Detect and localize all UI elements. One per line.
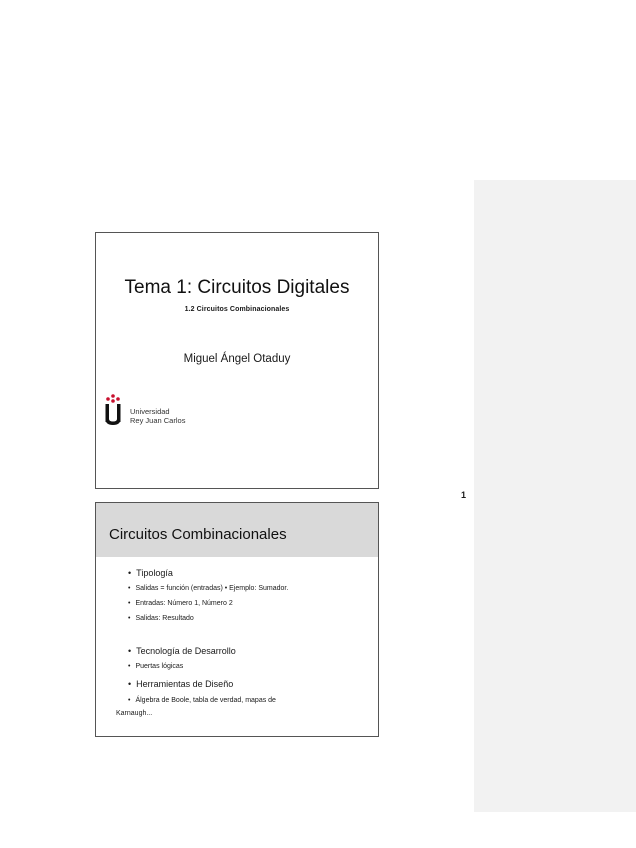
bullet-item: • Herramientas de Diseño: [128, 679, 234, 689]
bullet-item: • Salidas = función (entradas) • Ejemplo: Sumador.: [128, 585, 289, 592]
bullet-item: • Entradas: Número 1, Número 2: [128, 600, 233, 607]
slide-thumbnail-1: [95, 232, 379, 489]
bullet-item: • Tecnología de Desarrollo: [128, 646, 236, 656]
slide-header-band: [96, 503, 378, 557]
slide-title: Tema 1: Circuitos Digitales: [124, 277, 350, 298]
comment-pane: [474, 180, 636, 812]
bullet-item: • Salidas: Resultado: [128, 615, 194, 622]
slide-author: Miguel Ángel Otaduy: [183, 353, 291, 365]
slide-title: Circuitos Combinacionales: [109, 526, 287, 543]
bullet-item: • Álgebra de Boole, tabla de verdad, mapas de: [128, 697, 276, 704]
logo-line-2: Rey Juan Carlos: [130, 416, 186, 425]
page-number: 1: [461, 490, 467, 500]
logo-line-1: Universidad: [130, 407, 170, 416]
urjc-logo-icon: [104, 393, 122, 429]
university-logo: [104, 393, 224, 433]
bullet-continuation: Karnaugh...: [116, 710, 153, 717]
bullet-item: • Tipología: [128, 568, 173, 578]
bullet-item: • Puertas lógicas: [128, 663, 184, 670]
slide-thumbnail-2: [95, 502, 379, 737]
slide-subtitle: 1.2 Circuitos Combinacionales: [184, 306, 290, 313]
